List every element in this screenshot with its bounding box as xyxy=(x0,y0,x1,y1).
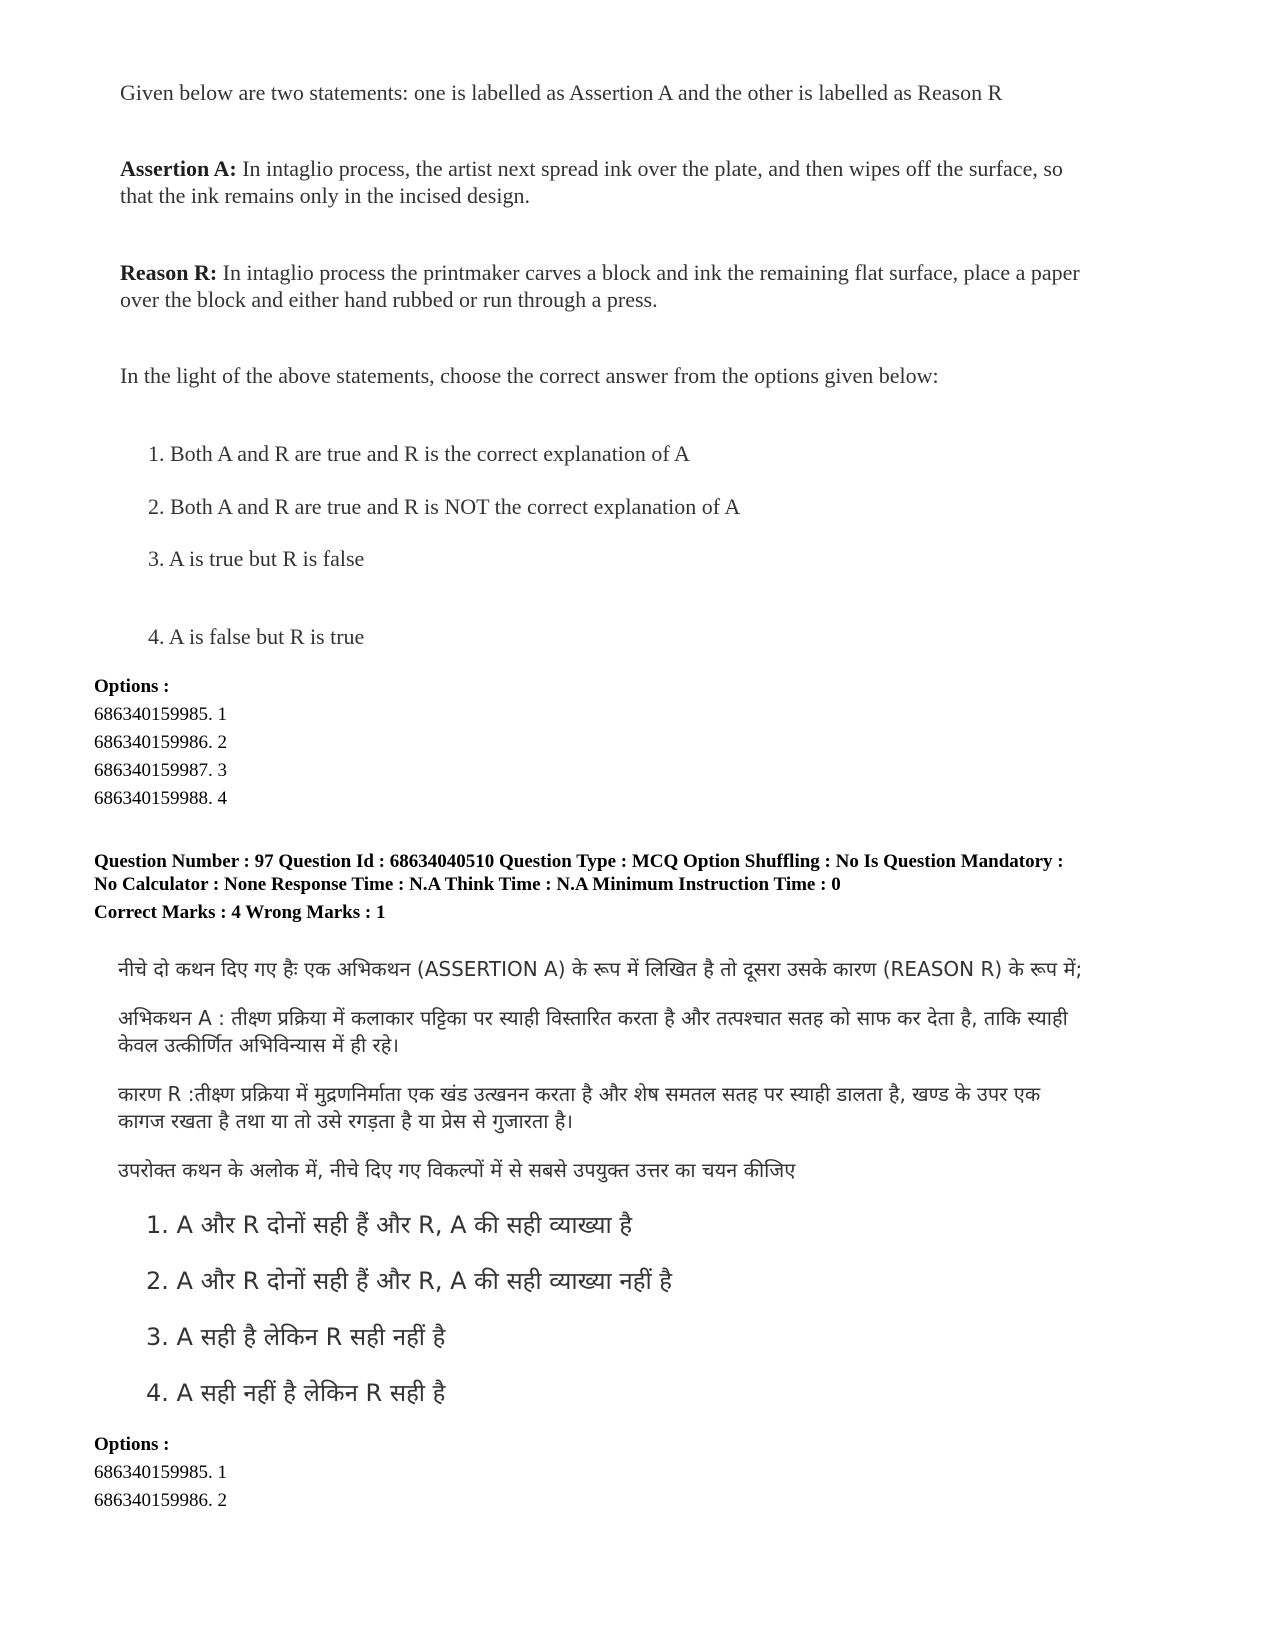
q96-choice-4: 4. A is false but R is true xyxy=(148,624,365,649)
q97-hindi-choice-4: 4. A सही नहीं है लेकिन R सही है xyxy=(146,1379,446,1407)
q97-hindi-choice-3: 3. A सही है लेकिन R सही नहीं है xyxy=(146,1323,446,1351)
q96-choice-3: 3. A is true but R is false xyxy=(148,546,365,571)
q96-assertion-line1 xyxy=(120,156,1063,182)
q96-option-1: 686340159985. 1 xyxy=(94,704,227,725)
assertion-label: Assertion A: xyxy=(120,156,237,181)
q97-hindi-reason-line2: कागज रखता है तथा या तो उसे रगड़ता है या प्रेस से गुजारता है। xyxy=(118,1109,574,1133)
q97-hindi-intro: नीचे दो कथन दिए गए हैः एक अभिकथन (ASSERTION A) के रूप में लिखित है तो दूसरा उसके कारण (REASON R) के रूप में; xyxy=(118,957,1083,981)
reason-text: In intaglio process the printmaker carves a block and ink the remaining flat surface, place a paper xyxy=(217,260,1080,285)
q97-hindi-choice-1: 1. A और R दोनों सही हैं और R, A की सही व्याख्या है xyxy=(146,1211,633,1239)
q97-hindi-assertion-line1: अभिकथन A : तीक्ष्ण प्रक्रिया में कलाकार पट्टिका पर स्याही विस्तारित करता है और तत्पश्चात सतह को साफ कर देता है, ताकि स्याही xyxy=(118,1006,1068,1030)
reason-label: Reason R: xyxy=(120,260,218,285)
q97-hindi-instruction: उपरोक्त कथन के अलोक में, नीचे दिए गए विकल्पों में से सबसे उपयुक्त उत्तर का चयन कीजिए xyxy=(118,1158,796,1182)
q96-option-3: 686340159987. 3 xyxy=(94,760,227,781)
q97-hindi-assertion-line2: केवल उत्कीर्णित अभिविन्यास में ही रहे। xyxy=(118,1033,399,1057)
q97-hindi-reason-line1: कारण R :तीक्ष्ण प्रक्रिया में मुद्रणनिर्माता एक खंड उत्खनन करता है और शेष समतल सतह पर स्याही डालता है, खण्ड के उपर एक xyxy=(118,1082,1041,1106)
q97-option-1: 686340159985. 1 xyxy=(94,1462,227,1483)
q96-options-label: Options : xyxy=(94,676,170,697)
q96-instruction: In the light of the above statements, choose the correct answer from the options given below: xyxy=(120,363,939,388)
q97-option-2: 686340159986. 2 xyxy=(94,1490,227,1511)
assertion-text: In intaglio process, the artist next spread ink over the plate, and then wipes off the surface, so xyxy=(236,156,1063,181)
q96-assertion-line2: that the ink remains only in the incised design. xyxy=(120,183,530,208)
q96-choice-2: 2. Both A and R are true and R is NOT the correct explanation of A xyxy=(148,494,741,519)
q96-choice-1: 1. Both A and R are true and R is the correct explanation of A xyxy=(148,441,690,466)
q97-hindi-choice-2: 2. A और R दोनों सही हैं और R, A की सही व्याख्या नहीं है xyxy=(146,1267,673,1295)
q97-meta-line1: Question Number : 97 Question Id : 68634040510 Question Type : MCQ Option Shuffling : No Is Question Mandatory : xyxy=(94,851,1064,872)
q96-intro: Given below are two statements: one is labelled as Assertion A and the other is labelled as Reason R xyxy=(120,80,1003,105)
q97-options-label: Options : xyxy=(94,1434,170,1455)
q97-meta-line2: No Calculator : None Response Time : N.A Think Time : N.A Minimum Instruction Time : 0 xyxy=(94,874,841,895)
q96-option-4: 686340159988. 4 xyxy=(94,788,227,809)
q96-reason-line1 xyxy=(120,260,1080,286)
q97-marks: Correct Marks : 4 Wrong Marks : 1 xyxy=(94,902,386,923)
q96-reason-line2: over the block and either hand rubbed or run through a press. xyxy=(120,287,658,312)
q96-option-2: 686340159986. 2 xyxy=(94,732,227,753)
